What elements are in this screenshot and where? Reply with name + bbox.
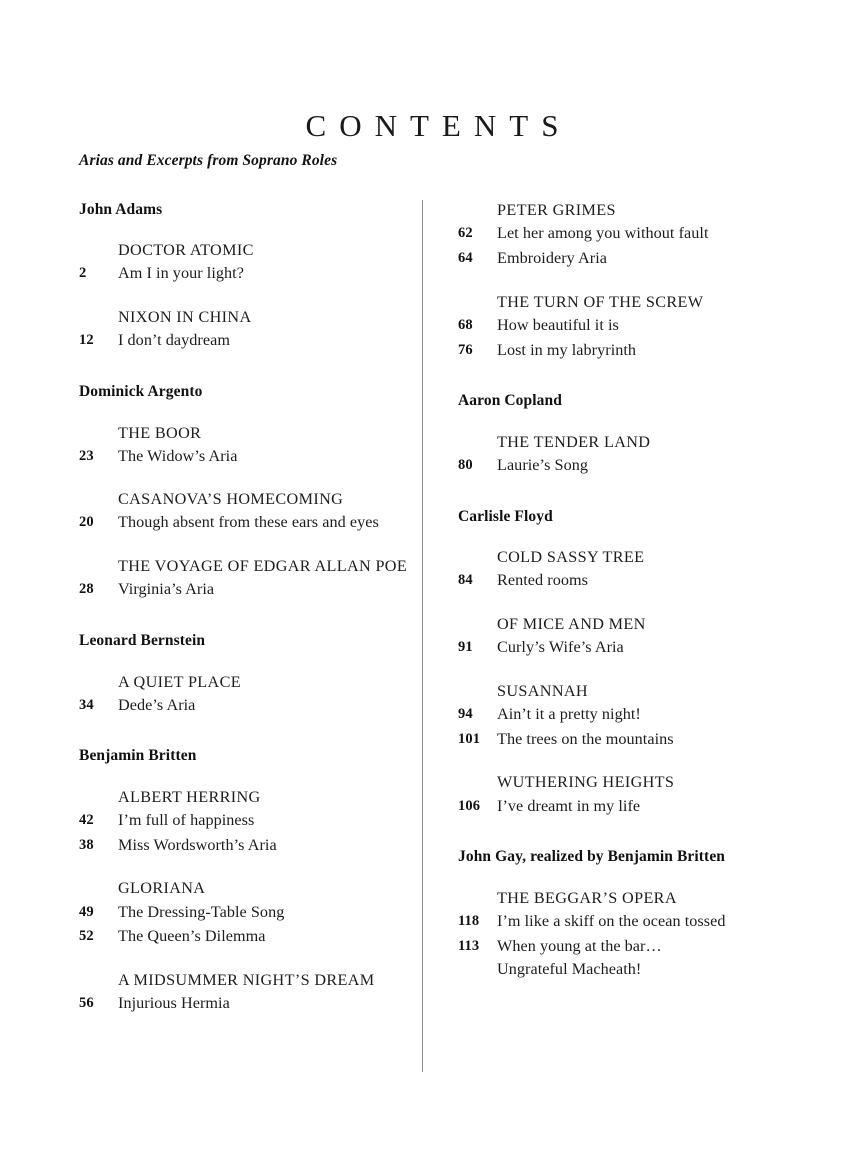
entry-title [118, 834, 277, 858]
entry-title [118, 445, 237, 469]
composer-name: John Adams [79, 201, 163, 218]
work-title: WUTHERING HEIGHTS [497, 773, 675, 792]
contents-column-right [458, 200, 803, 982]
entry-page-number: 91 [458, 638, 473, 655]
entry-title-line: How beautiful it is [497, 315, 619, 334]
work-title: A QUIET PLACE [118, 672, 241, 691]
entry-title [118, 511, 379, 535]
entry-page-number: 23 [79, 447, 94, 464]
composer-name: Leonard Bernstein [79, 632, 206, 650]
entry-title [118, 992, 230, 1016]
entry-title [497, 795, 640, 819]
composer-group [79, 631, 409, 717]
entry-title-line-continued: Ungrateful Macheath! [497, 960, 642, 979]
contents-entry[interactable] [79, 809, 409, 833]
contents-entry[interactable] [458, 569, 803, 593]
entry-title [497, 222, 709, 246]
contents-entry[interactable] [79, 901, 409, 925]
entry-title [497, 636, 624, 660]
contents-entry[interactable] [79, 992, 409, 1016]
entry-page-number: 101 [458, 730, 481, 747]
entry-title [497, 569, 588, 593]
contents-entry[interactable] [79, 694, 409, 718]
entry-title [497, 728, 674, 752]
page-subtitle: Arias and Excerpts from Soprano Roles [79, 152, 338, 169]
entry-page-number: 94 [458, 705, 473, 722]
entry-title-line: The Dressing-Table Song [118, 902, 285, 921]
composer-name: Carlisle Floyd [458, 507, 553, 525]
contents-entry[interactable] [458, 935, 803, 983]
entry-page-number: 20 [79, 514, 94, 531]
entry-title-line: Ain’t it a pretty night! [497, 704, 641, 723]
entry-page-number: 62 [458, 225, 473, 242]
work-title: THE VOYAGE OF EDGAR ALLAN POE [118, 557, 408, 576]
composer-group [458, 391, 803, 477]
entry-title-line: Though absent from these ears and eyes [118, 513, 379, 532]
entry-title-line: The Widow’s Aria [118, 446, 238, 465]
work-title: ALBERT HERRING [118, 787, 261, 806]
contents-entry[interactable] [458, 703, 803, 727]
entry-title [497, 910, 726, 934]
entry-title [497, 314, 619, 338]
entry-title-line: Lost in my labryrinth [497, 340, 637, 359]
entry-title [118, 329, 230, 353]
entry-title-line: Let her among you without fault [497, 224, 709, 243]
page-title: CONTENTS [305, 107, 572, 143]
entry-title-line: Virginia’s Aria [118, 580, 215, 599]
entry-title [118, 901, 284, 925]
entry-title-line: Dede’s Aria [118, 695, 196, 714]
entry-page-number: 113 [458, 937, 480, 954]
entry-page-number: 68 [458, 316, 473, 333]
entry-title-line: Curly’s Wife’s Aria [497, 637, 624, 656]
work-title: CASANOVA’S HOMECOMING [118, 490, 344, 509]
contents-entry[interactable] [79, 925, 409, 949]
contents-entry[interactable] [79, 834, 409, 858]
entry-title-line: Rented rooms [497, 571, 588, 590]
composer-group [458, 847, 803, 982]
composer-group [458, 507, 803, 819]
entry-page-number: 106 [458, 797, 481, 814]
entry-title [497, 935, 662, 983]
entry-page-number: 2 [79, 265, 87, 282]
column-divider [422, 200, 423, 1072]
entry-title-line: I’ve dreamt in my life [497, 796, 641, 815]
composer-name: Dominick Argento [79, 383, 203, 401]
entry-page-number: 49 [79, 903, 94, 920]
entry-page-number: 118 [458, 912, 480, 929]
entry-title-line: Laurie’s Song [497, 455, 589, 474]
entry-page-number: 76 [458, 341, 473, 358]
entry-title-line: Embroidery Aria [497, 248, 607, 267]
contents-entry[interactable] [79, 511, 409, 535]
work-title: DOCTOR ATOMIC [118, 241, 254, 260]
work-title: A MIDSUMMER NIGHT’S DREAM [118, 971, 375, 990]
contents-entry[interactable] [458, 247, 803, 271]
entry-page-number: 12 [79, 332, 94, 349]
work-title: NIXON IN CHINA [118, 308, 252, 327]
contents-entry[interactable] [79, 329, 409, 353]
contents-entry[interactable] [79, 578, 409, 602]
composer-name: Benjamin Britten [79, 747, 197, 765]
entry-title [118, 262, 244, 286]
contents-entry[interactable] [458, 728, 803, 752]
contents-entry[interactable] [458, 795, 803, 819]
entry-page-number: 52 [79, 928, 94, 945]
work-title: GLORIANA [118, 879, 206, 898]
composer-group [79, 200, 409, 353]
contents-column-left [79, 200, 409, 1016]
entry-title-line: The trees on the mountains [497, 729, 674, 748]
work-title: SUSANNAH [497, 681, 588, 700]
contents-entry[interactable] [458, 339, 803, 363]
contents-entry[interactable] [458, 222, 803, 246]
work-title: THE TURN OF THE SCREW [497, 292, 704, 311]
entry-title-line: I’m like a skiff on the ocean tossed [497, 911, 726, 930]
entry-page-number: 42 [79, 811, 94, 828]
entry-title-line: Injurious Hermia [118, 994, 230, 1013]
contents-entry[interactable] [79, 262, 409, 286]
entry-title [118, 925, 266, 949]
entry-page-number: 64 [458, 249, 473, 266]
entry-title [118, 809, 254, 833]
work-title: THE TENDER LAND [497, 432, 651, 451]
entry-title-line: I don’t daydream [118, 331, 230, 350]
composer-group [79, 382, 409, 602]
entry-title-line: I’m full of happiness [118, 810, 255, 829]
entry-page-number: 84 [458, 572, 473, 589]
entry-title [118, 578, 214, 602]
entry-title-line: When young at the bar… [497, 936, 662, 955]
entry-title [118, 694, 195, 718]
work-title: THE BOOR [118, 423, 202, 442]
entry-title-line: Am I in your light? [118, 264, 244, 283]
composer-name: Aaron Copland [458, 392, 562, 410]
contents-entry[interactable] [79, 445, 409, 469]
entry-page-number: 34 [79, 696, 94, 713]
contents-entry[interactable] [458, 636, 803, 660]
entry-title-line: Miss Wordsworth’s Aria [118, 835, 277, 854]
work-title: COLD SASSY TREE [497, 548, 645, 566]
work-title: OF MICE AND MEN [497, 614, 646, 633]
entry-title [497, 339, 636, 363]
entry-page-number: 80 [458, 456, 473, 473]
contents-entry[interactable] [458, 454, 803, 478]
entry-title-line: The Queen’s Dilemma [118, 927, 266, 946]
composer-group [79, 746, 409, 1016]
work-title: THE BEGGAR’S OPERA [497, 888, 677, 907]
composer-name: John Gay, realized by Benjamin Britten [458, 848, 726, 866]
contents-entry[interactable] [458, 910, 803, 934]
contents-entry[interactable] [458, 314, 803, 338]
work-title: PETER GRIMES [497, 201, 616, 219]
entry-title [497, 703, 641, 727]
entry-page-number: 28 [79, 581, 94, 598]
entry-page-number: 38 [79, 836, 94, 853]
entry-title [497, 247, 607, 271]
composer-group [458, 200, 803, 362]
entry-page-number: 56 [79, 995, 94, 1012]
entry-title [497, 454, 588, 478]
